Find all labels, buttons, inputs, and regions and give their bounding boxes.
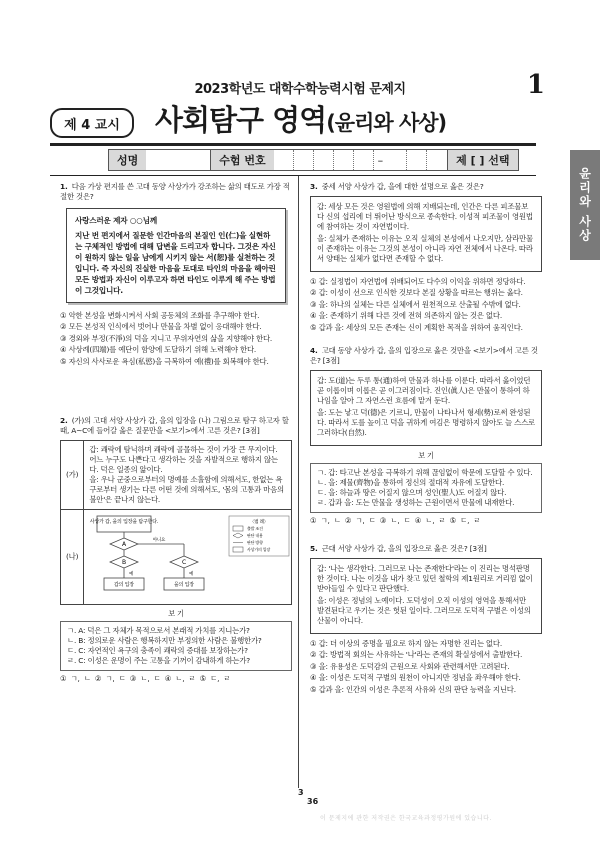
question-text: 다음 가상 편지를 쓴 고대 동양 사상가가 강조하는 삶의 태도로 가장 적절한 것은? (60, 182, 290, 201)
question-number: 3. (310, 182, 318, 191)
copyright-watermark: 이 문제지에 관한 저작권은 한국교육과정평가원에 있습니다. (320, 815, 492, 822)
question-number: 4. (310, 346, 318, 356)
flow-no-label: 아니요 (153, 538, 166, 544)
question-2 (60, 416, 292, 684)
choice-cell (448, 150, 517, 170)
question-2-stem (60, 416, 292, 436)
legend-title: 〈범 례〉 (250, 520, 269, 526)
legend-item: 출발 조건 (247, 526, 264, 532)
option[interactable]: ④ 사상례(四端)를 예단이 함양에 도달하기 위해 노력해야 한다. (60, 345, 257, 355)
period-badge: 제 4 교시 (50, 108, 134, 138)
exam-number-digit[interactable] (294, 150, 314, 170)
bogi-item: ㄱ. A: 덕은 그 자체가 목적으로서 본래적 가치를 지니는가? (67, 625, 250, 635)
option[interactable]: ① 갑: 실정법이 자연법에 위배되어도 다수의 이익을 위하면 정당하다. (310, 276, 526, 286)
current-page: 3 (298, 788, 304, 797)
question-number: 1. (60, 182, 68, 191)
option[interactable]: ③ 을: 하나의 실체는 다른 실체에서 원천적으로 산출될 수밖에 없다. (310, 299, 521, 309)
question-2-table (60, 440, 292, 605)
question-4-choices[interactable]: ① ㄱ, ㄴ ② ㄱ, ㄷ ③ ㄴ, ㄷ ④ ㄴ, ㄹ ⑤ ㄷ, ㄹ (310, 515, 481, 525)
bogi-label: 보 기 (418, 451, 434, 461)
question-3-options (310, 277, 542, 333)
page-number: 1 (526, 70, 545, 100)
letter-greeting: 사랑스러운 제자 ○○님께 (75, 215, 157, 225)
ga-tag: (가) (61, 441, 84, 510)
exam-number-digit[interactable] (314, 150, 334, 170)
spacer (310, 526, 542, 544)
option[interactable]: ③ 경외와 부정(不淨)의 덕을 지니고 무위자연의 삶을 지향해야 한다. (60, 333, 273, 343)
exam-number-cell (211, 150, 448, 170)
exam-number-label: 수험 번호 (211, 150, 273, 170)
flowchart-diagram (89, 514, 294, 600)
question-text: 고대 동양 사상가 갑, 을의 입장으로 옳은 것만을 <보기>에서 고른 것은? [3점] (310, 346, 538, 366)
question-4-stem (310, 346, 542, 366)
candidate-info-row (108, 149, 519, 171)
question-1-options (60, 311, 292, 367)
question-2-bogi (60, 621, 292, 671)
bogi-item: ㄱ. 갑: 타고난 본성을 극복하기 위해 끊임없이 학문에 도달할 수 있다. (317, 467, 533, 477)
bogi-label: 보 기 (168, 609, 184, 619)
spacer (310, 334, 542, 346)
option[interactable]: ④ 을: 존재하기 위해 다른 것에 전혀 의존하지 않는 것은 없다. (310, 311, 502, 321)
question-number: 5. (310, 543, 318, 553)
passage-line: 갑: 도(道)는 두루 통(通)하여 만물과 하나를 이룬다. 따라서 옳이었던 곧 이롭이며 이롭은 곧 이그러짐이다. 진인(眞人)은 만물이 통하여 하나임을 알아 그 자연스런 흐름에 맡겨 둔다. (317, 376, 531, 406)
flow-start-text (90, 518, 159, 525)
legend-item: 판단 내용 (247, 533, 264, 539)
bogi-item: ㄹ. C: 이성은 운명이 주는 고통을 기꺼이 감내하게 하는가? (67, 655, 250, 665)
option[interactable]: ④ 을: 이성은 도덕적 구별의 원천이 아니지만 정념을 좌우해야 한다. (310, 673, 521, 683)
exam-number-digit[interactable] (387, 150, 407, 170)
option[interactable]: ② 모든 본성적 인식에서 벗어나 만물을 차별 없이 응대해야 한다. (60, 322, 262, 332)
bogi-item: ㄴ. B: 정의로운 사람은 행복하지만 부정의한 사람은 불행한가? (67, 635, 262, 645)
flow-yes-label: 예 (129, 572, 134, 578)
right-column (310, 182, 542, 696)
exam-number-digit[interactable] (354, 150, 374, 170)
letter-body: 지난 번 편지에서 질문한 인간마음의 본질인 인(仁)을 실현하는 구체적인 방법에 대해 답변을 드리고자 합니다. 그것은 자신이 원하지 않는 일을 남에게 시키지 않는 서(恕)를 실천하는 것입니다. 즉 자신의 진실한 마음을 토대로 타인의 마음을 헤아린 모든 방법과 자신이 이루고자 하면 타인도 이루게 해 주는 방법이 그것입니다. (75, 230, 276, 295)
decision-b-label: B (122, 559, 127, 567)
option[interactable]: ⑤ 갑과 을: 인간의 이성은 추론적 사유와 신의 판단 능력을 지닌다. (310, 684, 516, 694)
subject-subtitle: (윤리와 사상) (326, 111, 447, 135)
option[interactable]: ② 갑: 방법적 회의는 사유하는 '나'라는 존재의 확실성에서 출발한다. (310, 650, 523, 660)
bogi-item: ㄹ. 갑과 을: 도는 만물을 생성하는 근원이면서 만물에 내재한다. (317, 497, 515, 507)
letter-passage (66, 208, 286, 303)
spacer (60, 368, 292, 416)
na-tag: (나) (61, 510, 84, 605)
passage-line: 을: 이성은 정념의 노예이다. 도덕성이 오직 이성의 영역을 통해서만 발견된다고 우기는 것은 헛된 일이다. 그러므로 도덕적 구별은 이성의 산물이 아니다. (317, 595, 531, 625)
name-cell (109, 150, 211, 170)
exam-title: 2023학년도 대학수학능력시험 문제지 (194, 82, 406, 97)
question-4-bogi (310, 463, 542, 513)
flow-start-label: 사상가 갑, 을의 입장을 탐구한다. (90, 519, 159, 526)
exam-number-digit[interactable] (334, 150, 354, 170)
header-rule (50, 143, 536, 146)
question-3 (310, 182, 542, 333)
question-text: 근대 서양 사상가 갑, 을의 입장으로 옳은 것은? [3점] (321, 543, 487, 553)
legend-item: 사상가의 입장 (247, 547, 271, 553)
question-4 (310, 346, 542, 526)
question-1-stem (60, 182, 292, 202)
passage-line: 갑: '나는 생각한다. 그러므로 나는 존재한다'라는 이 진리는 명석판명한 것이다. 나는 이것을 내가 찾고 있던 철학의 제1원리로 거리낌 없이 받아들일 수 있다고 판단했다. (317, 563, 533, 593)
question-3-passage (310, 196, 542, 272)
flowchart-cell (84, 510, 292, 605)
question-5-stem (310, 544, 542, 554)
page-counter (294, 788, 324, 808)
decision-a-label: A (122, 541, 127, 549)
flow-yes-label: 예 (189, 572, 194, 578)
option[interactable]: ② 갑: 이성이 선으로 인식한 것보다 본질 상황을 따르는 행위는 옳다. (310, 288, 523, 298)
content-rule (50, 175, 536, 176)
bogi-item: ㄷ. C: 자연적인 욕구의 충족이 쾌락의 증대를 보장하는가? (67, 645, 248, 655)
passage-line: 을: 실체가 존재하는 이유는 오직 실체의 본성에서 나오지만, 삼라만물이 존재하는 이유는 그것의 본성이 아니라 자연 전체에서 나온다. 따라서 양태는 실체가 없다면 존재할 수 없다. (317, 233, 533, 263)
name-label: 성명 (109, 150, 146, 170)
question-3-stem (310, 182, 542, 192)
exam-number-dash: – (377, 153, 384, 167)
option[interactable]: ③ 을: 유용성은 도덕감의 근원으로 사회와 관련해서만 고려된다. (310, 661, 510, 671)
result-a-label: 갑의 입장 (114, 582, 135, 589)
question-5-passage (310, 558, 542, 634)
question-5-options (310, 639, 542, 695)
passage-line: 갑: 세상 모든 것은 영원법에 의해 지배되는데, 인간은 다른 피조물보다 신의 섭리에 더 뛰어난 방식으로 종속한다. 이성적 피조물이 영원법에 참여하는 것이 자연법이다. (317, 201, 533, 231)
question-2-choices[interactable]: ① ㄱ, ㄴ ② ㄱ, ㄷ ③ ㄴ, ㄷ ④ ㄴ, ㄹ ⑤ ㄷ, ㄹ (60, 673, 231, 683)
subject-name: 사회탐구 영역 (155, 103, 327, 137)
question-text: 중세 서양 사상가 갑, 을에 대한 설명으로 옳은 것은? (321, 182, 484, 191)
eul-text: 을: 우나 군중으로부터의 명예를 소홀함에 의해서도, 한없는 욕구로부터 생기는 다른 어떤 것에 의해서도, '몸의 고통과 마음의 불안'은 끝나지 않는다. (89, 475, 284, 505)
ga-passage (84, 441, 292, 510)
ga-text: 갑: 쾌락에 탐닉하며 쾌락에 골몰하는 것이 가장 큰 무지이다. 어느 누구도 나쁜다고 생각하는 것을 자발적으로 행하지 않는다. 덕은 일종의 앎이다. (89, 445, 278, 475)
flowchart (89, 514, 286, 600)
total-pages: 36 (307, 797, 319, 806)
question-number: 2. (60, 416, 68, 426)
question-5 (310, 544, 542, 695)
option[interactable]: ⑤ 갑과 을: 세상의 모든 존재는 신이 계획한 목적을 위하여 움직인다. (310, 322, 523, 332)
result-b-label: 을의 입장 (174, 582, 195, 589)
choice-label: 제 [ ] 선택 (448, 150, 517, 170)
option[interactable]: ① 악한 본성을 변화시켜서 사회 공동체의 조화를 추구해야 한다. (60, 310, 260, 320)
bogi-item: ㄷ. 을: 하늘과 땅은 어질지 않으며 성인(聖人)도 어질지 않다. (317, 487, 507, 497)
exam-number-digit[interactable] (407, 150, 427, 170)
passage-line: 을: 도는 낳고 덕(德)은 기르니, 만물이 나타나서 형세(勢)로써 완성된다. 따라서 도를 높이고 덕을 귀하게 여김은 명령하지 않아도 늘 스스로 그러하다(自然). (317, 408, 535, 438)
option[interactable]: ① 갑: 더 이상의 증명을 필요로 하지 않는 자명한 진리는 없다. (310, 638, 502, 648)
subject-title (155, 98, 446, 139)
question-1 (60, 182, 292, 367)
subject-side-tab: 윤리와 사상 (570, 150, 600, 260)
legend-start-icon (233, 526, 243, 531)
bogi-item: ㄴ. 을: 제물(齊物)을 통하여 정신의 절대적 자유에 도달한다. (317, 477, 505, 487)
left-column (60, 182, 292, 684)
column-divider (298, 176, 299, 788)
exam-number-digit[interactable] (274, 150, 294, 170)
question-text: (가)의 고대 서양 사상가 갑, 을의 입장을 (나) 그림으로 탐구 하고자 할 때, A~C에 들어갈 옳은 질문만을 <보기>에서 고른 것은? [3점] (60, 416, 289, 436)
question-4-passage (310, 370, 542, 446)
decision-c-label: C (182, 559, 187, 567)
name-field[interactable] (146, 150, 210, 170)
option[interactable]: ⑤ 자신의 사사로운 욕심(私慾)을 극복하여 예(禮)를 회복해야 한다. (60, 356, 269, 366)
legend-result-icon (233, 547, 243, 552)
exam-number-digit[interactable] (427, 150, 447, 170)
legend-item: 판단 방향 (247, 540, 264, 546)
